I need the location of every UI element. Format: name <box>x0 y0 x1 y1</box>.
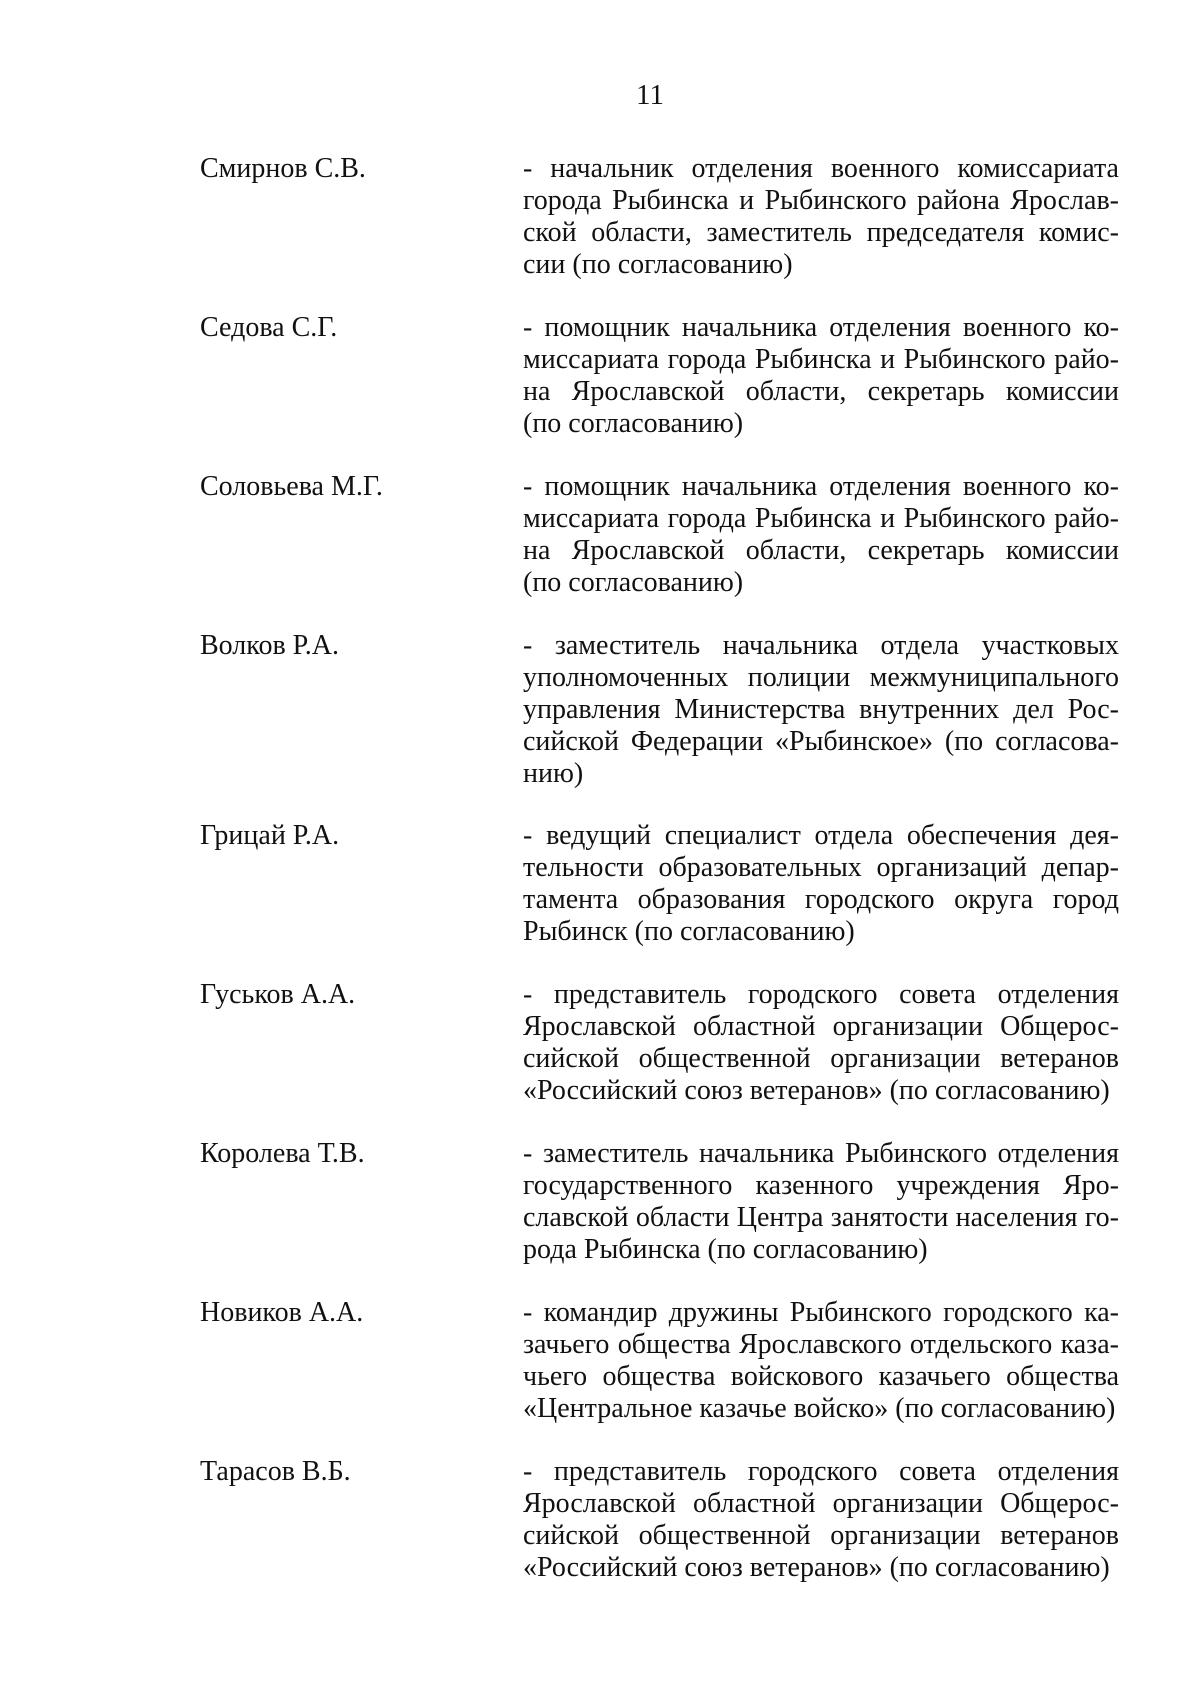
member-role <box>523 471 1119 599</box>
role-line: «Российский союз ветеранов» (по согласованию) <box>523 1075 1110 1106</box>
role-line: зачьего общества Ярославского отдельского каза- <box>523 1329 1119 1360</box>
role-line: сийской Федерации «Рыбинское» (по согласова- <box>523 726 1119 757</box>
member-role <box>523 153 1119 281</box>
role-line: на Ярославской области, секретарь комиссии <box>523 535 1119 566</box>
role-line: - ведущий специалист отдела обеспечения дея- <box>523 820 1119 851</box>
role-line: - заместитель начальника Рыбинского отделения <box>523 1138 1119 1169</box>
role-line: ской области, заместитель председателя комис- <box>523 217 1119 248</box>
role-line: славской области Центра занятости населения го- <box>523 1202 1119 1233</box>
member-name: Седова С.Г. <box>200 312 338 343</box>
role-line: «Центральное казачье войско» (по согласованию) <box>523 1393 1116 1424</box>
role-line: государственного казенного учреждения Яро- <box>523 1170 1119 1201</box>
role-line: - начальник отделения военного комиссариата <box>523 153 1119 184</box>
role-line: - помощник начальника отделения военного ко- <box>523 312 1119 343</box>
role-line: миссариата города Рыбинска и Рыбинского райо- <box>523 344 1119 375</box>
role-line: - заместитель начальника отдела участковых <box>523 630 1119 661</box>
role-line: - представитель городского совета отделения <box>523 1456 1119 1487</box>
page-number: 11 <box>636 79 664 111</box>
role-line: управления Министерства внутренних дел Рос- <box>523 694 1119 725</box>
role-line: тельности образовательных организаций депар- <box>523 852 1119 883</box>
role-line: на Ярославской области, секретарь комиссии <box>523 376 1119 407</box>
member-role <box>523 1138 1119 1266</box>
member-role <box>523 1456 1119 1584</box>
member-role <box>523 630 1119 790</box>
role-line: - помощник начальника отделения военного ко- <box>523 471 1119 502</box>
member-name: Королева Т.В. <box>200 1138 365 1169</box>
role-line: - представитель городского совета отделения <box>523 979 1119 1010</box>
member-name: Соловьева М.Г. <box>200 471 383 502</box>
member-name: Волков Р.А. <box>200 630 339 661</box>
member-name: Гуськов А.А. <box>200 979 356 1010</box>
member-name: Новиков А.А. <box>200 1297 364 1328</box>
role-line: сийской общественной организации ветеранов <box>523 1520 1119 1551</box>
role-line: сии (по согласованию) <box>523 249 793 280</box>
role-line: уполномоченных полиции межмуниципального <box>523 662 1119 693</box>
role-line: Рыбинск (по согласованию) <box>523 916 855 947</box>
member-name: Грицай Р.А. <box>200 820 340 851</box>
role-line: чьего общества войскового казачьего общества <box>523 1361 1119 1392</box>
role-line: - командир дружины Рыбинского городского ка- <box>523 1297 1119 1328</box>
role-line: Ярославской областной организации Общерос- <box>523 1488 1119 1519</box>
role-line: города Рыбинска и Рыбинского района Ярослав- <box>523 185 1119 216</box>
role-line: тамента образования городского округа город <box>523 884 1119 915</box>
role-line: (по согласованию) <box>523 567 744 598</box>
role-line: (по согласованию) <box>523 408 744 439</box>
role-line: Ярославской областной организации Общерос- <box>523 1011 1119 1042</box>
member-role <box>523 820 1119 948</box>
role-line: миссариата города Рыбинска и Рыбинского райо- <box>523 503 1119 534</box>
member-role <box>523 1297 1119 1425</box>
member-name: Тарасов В.Б. <box>200 1456 351 1487</box>
member-role <box>523 312 1119 440</box>
role-line: сийской общественной организации ветеранов <box>523 1043 1119 1074</box>
role-line: нию) <box>523 758 584 789</box>
member-name: Смирнов С.В. <box>200 153 366 184</box>
role-line: «Российский союз ветеранов» (по согласованию) <box>523 1552 1110 1583</box>
member-role <box>523 979 1119 1107</box>
role-line: рода Рыбинска (по согласованию) <box>523 1234 928 1265</box>
